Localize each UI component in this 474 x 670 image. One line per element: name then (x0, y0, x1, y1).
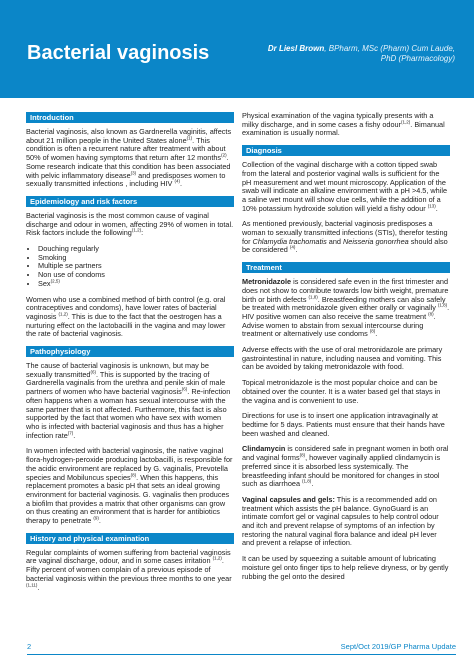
adverse-effects-paragraph: Adverse effects with the use of oral metronidazole are primary gastrointestinal in nature, including nausea and vomiting. This can be avoided by taking metronidazole with food. (242, 345, 443, 372)
right-column (242, 112, 450, 588)
section-heading-diagnosis: Diagnosis (242, 145, 450, 156)
list-item: • Smoking (38, 254, 234, 263)
pathophysiology-paragraph-1: The cause of bacterial vaginosis is unknown, but may be sexually transmitted$^{(6)}$. This is supported by the tracing of Gardnerella vaginalis from the urethra and penile skin of male partners of women who have bacterial vaginosis$^{(6)}$. Re-infection often happens when a woman has sexual intercourse with the same partner that is not affected. Furthermore, this fact is also supported by the fact that women who have sex with women who is infected with bacterial vaginosis and thus has a higher infection rate$^{(7)}$. (26, 361, 231, 440)
contraceptive-paragraph: Women who use a combined method of birth control (e.g. oral contraceptives and condoms), have lower rates of bacterial vaginosis $^{(1,2)}$. This is due to the fact that the oestrogen has a nurturing effect on the lactobacilli in the vagina and may lower the rate of bacterial vaginosis. (26, 294, 226, 339)
list-item: • Douching regularly (38, 245, 234, 254)
diagnosis-paragraph-1: Collection of the vaginal discharge with a cotton tipped swab from the lateral and posterior vaginal walls is sufficient for the pH measurement and wet mount microscopy. Application of the swab will indicate an alkaline environment with a pH >4.5, while a saline wet mount will show clue cells, while the addition of a 10% potassium hydroxide solution will yield a fishy odour $^{(13)}$. (242, 160, 448, 213)
metronidazole-paragraph: Metronidazole is considered safe even in the first trimester and does not show to contribute towards low birth weight, premature birth or birth defects $^{(1,8)}$. Breastfeeding mothers can also safely be treated with metronidazole given either orally or vaginally $^{(1,8)}$. HIV positive women can also receive the same treatment $^{(8)}$. Advise women to abstain from sexual intercourse during treatment or alternatively use condoms $^{(8)}$. (242, 277, 450, 339)
usage-paragraph: It can be used by squeezing a suitable amount of lubricating moisture gel onto finger tips to help relieve dryness, or by gently rubbing the gel onto the desired (242, 554, 449, 581)
footer-divider (27, 654, 456, 655)
history-paragraph: Regular complaints of women suffering from bacterial vaginosis are vaginal discharge, odour, and in some cases irritation $^{(1,2)}$. Fifty percent of women complain of a previous episode of bacterial vaginosis within the previous three months to one year $^{(1,11)}$. (26, 547, 232, 592)
diagnosis-paragraph-2: As mentioned previously, bacterial vaginosis predisposes a woman to sexually transmitted infections (STIs), therefor testing for Chlamydia trachomatis and Neisseria gonorrhea should also be considered $^{(4)}$. (242, 219, 448, 255)
list-item: • Sex$^{(2,5)}$ (38, 280, 234, 289)
section-heading-epidemiology: Epidemiology and risk factors (26, 196, 234, 207)
list-item: • Non use of condoms (38, 271, 234, 280)
left-column (26, 112, 234, 599)
publication-info: Sept/Oct 2019/GP Pharma Update (340, 642, 456, 651)
author-credentials: , BPharm, MSc (Pharm) Cum Laude, PhD (Pharmacology) (324, 44, 455, 63)
article-title: Bacterial vaginosis (27, 42, 210, 64)
physical-exam-paragraph: Physical examination of the vagina typically presents with a milky discharge, and in some cases a fishy odour$^{(1,2)}$. Bimanual examination is usually normal. (242, 111, 445, 138)
vaginal-capsules-paragraph: Vaginal capsules and gels: This is a recommended add on treatment which assists the pH balance. GynoGuard is an intimate comfort gel or vaginal capsules to help control odour and itch and prevent relapse of symptoms of an infection by restoring the natural vaginal flora balance and ideal pH lever and prevent a relapse of infection. (242, 494, 439, 548)
section-heading-introduction: Introduction (26, 112, 234, 123)
risk-factor-list (26, 245, 234, 289)
pathophysiology-paragraph-2: In women infected with bacterial vaginosis, the native vaginal flora-hydrogen-peroxide producing lactobacilli, is responsible for the acidic environment are replaced by G. vaginalis, Prevotella species and Mobiluncus species$^{(8)}$. When this happens, this replacement promotes a basic pH that sets an ideal growing environment for bacterial vaginosis. G. vaginalis then produces a biofilm that provides a matrix that other organisms can grow on thus creating an environment that is harder for antibiotics therapy to penetrate $^{(9)}$. (26, 446, 233, 526)
topical-paragraph: Topical metronidazole is the most popular choice and can be obtained over the counter. It is a water based gel that stays in the vagina and is convenient to use. (242, 378, 441, 405)
author-name: Dr Liesl Brown (267, 44, 325, 53)
section-heading-treatment: Treatment (242, 262, 450, 273)
author-byline (255, 44, 455, 64)
section-heading-pathophysiology: Pathophysiology (26, 346, 234, 357)
page-number: 2 (27, 642, 32, 651)
directions-paragraph: Directions for use is to insert one application intravaginally at bedtime for 5 days. Patients must ensure that their hands have been washed and cleaned. (242, 411, 445, 438)
clindamycin-paragraph: Clindamycin is considered safe in pregnant women in both oral and vaginal forms$^{(8)}$, however vaginally applied clindamycin is preferred since it is absorbed less systemically. The breastfeeding infant should be monitored for changes in stool such as diarrhoea $^{(1,8)}$. (242, 444, 449, 489)
list-item: • Multiple se partners (38, 262, 234, 271)
section-heading-history: History and physical examination (26, 533, 234, 544)
epidemiology-paragraph: Bacterial vaginosis is the most common cause of vaginal discharge and odour in women, affecting 29% of women in total. Risk factors include the following$^{(1,2)}$: (26, 210, 234, 238)
intro-paragraph: Bacterial vaginosis, also known as Gardnerella vaginitis, affects about 21 million people in the United States alone$^{(1)}$. This condition is often a recurrent nature after treatment with about 50% of women having symptoms that return after 12 months$^{(2)}$. Some research indicate that this condition has been associated with pelvic inflammatory disease$^{(3)}$ and predisposes women to sexually transmitted infections , including HIV $^{(4)}$. (26, 127, 232, 189)
header-banner (0, 0, 474, 98)
